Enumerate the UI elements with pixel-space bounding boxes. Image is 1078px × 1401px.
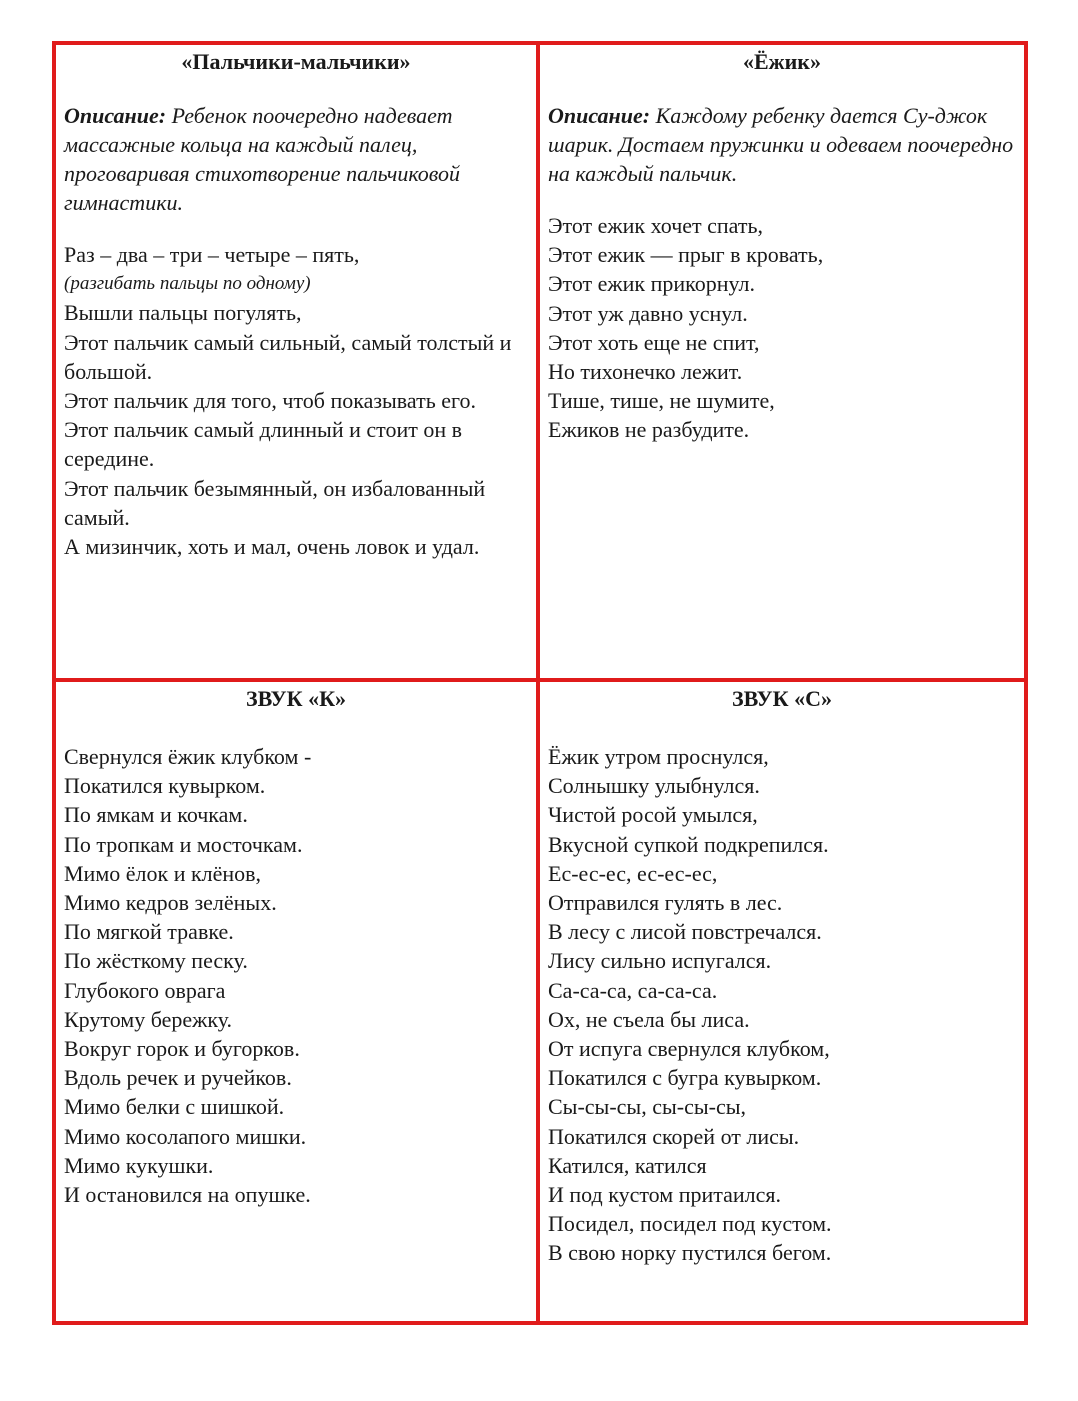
poem-line: По ямкам и кочкам. [64, 802, 248, 828]
poem-line: И остановился на опушке. [64, 1182, 311, 1208]
description-text: Ребенок поочередно надевает массажные кольца на каждый палец, проговаривая стихотворение пальчиковой гимнастики. [64, 103, 461, 215]
poem-line: Ежиков не разбудите. [548, 417, 750, 443]
poem-line: Ес-ес-ес, ес-ес-ес, [548, 860, 718, 886]
poem-instruction: (разгибать пальцы по одному) [64, 273, 311, 295]
poem-line: От испуга свернулся клубком, [548, 1036, 830, 1062]
poem-line: Солнышку улыбнулся. [548, 773, 760, 799]
poem-line: Свернулся ёжик клубком - [64, 744, 312, 769]
poem [548, 742, 1016, 1268]
poem-line: Вдоль речек и ручейков. [64, 1065, 292, 1091]
poem-line: Чистой росой умылся, [548, 802, 758, 828]
poem-line: Посидел, посидел под кустом. [548, 1211, 832, 1237]
poem-line: В свою норку пустился бегом. [548, 1240, 832, 1266]
poem-line: По жёсткому песку. [64, 948, 248, 974]
poem-line: Мимо кедров зелёных. [64, 890, 277, 916]
poem-line: Этот ежик хочет спать, [548, 213, 764, 238]
cell-ezhik [540, 45, 1024, 678]
cell-title: «Ёжик» [743, 49, 821, 74]
description-label: Описание: [548, 103, 651, 128]
poem-line: Ёжик утром проснулся, [548, 744, 769, 769]
poem [548, 211, 1016, 445]
cell-title: «Пальчики-мальчики» [181, 49, 411, 74]
cell-title: ЗВУК «К» [245, 686, 347, 711]
poem-line: Мимо ёлок и клёнов, [64, 860, 262, 886]
poem-line: А мизинчик, хоть и мал, очень ловок и удал. [64, 534, 480, 560]
cell-zvuk-k [56, 682, 536, 1321]
cell-palchiki [56, 45, 536, 678]
poem-line: Этот пальчик самый длинный и стоит он в середине. [64, 417, 462, 472]
cell-description [548, 101, 1016, 188]
cell-zvuk-s [540, 682, 1024, 1321]
poem-line: По мягкой травке. [64, 919, 234, 945]
poem-line: Мимо белки с шишкой. [64, 1094, 285, 1120]
poem-line: Отправился гулять в лес. [548, 890, 783, 916]
poem-line: Этот ежик прикорнул. [548, 271, 756, 297]
poem-line: Раз – два – три – четыре – пять, [64, 242, 360, 267]
poem-line: Катился, катился [548, 1152, 707, 1178]
poem-line: Покатился скорей от лисы. [548, 1123, 800, 1149]
poem-line: Мимо кукушки. [64, 1152, 214, 1178]
poem-line: Вкусной супкой подкрепился. [548, 831, 829, 857]
poem-line: Этот пальчик самый сильный, самый толстый и большой. [64, 329, 512, 384]
poem-line: Са-са-са, са-са-са. [548, 977, 718, 1003]
poem-line: И под кустом притаился. [548, 1182, 782, 1208]
poem [64, 240, 528, 561]
description-text: Каждому ребенку дается Су-джок шарик. Достаем пружинки и одеваем поочередно на каждый пальчик. [548, 103, 1014, 186]
poem-line: Лису сильно испугался. [548, 948, 772, 974]
poem-line: Вышли пальцы погулять, [64, 300, 302, 326]
poem-line: По тропкам и мосточкам. [64, 831, 303, 857]
poem-line: Мимо косолапого мишки. [64, 1123, 307, 1149]
cell-title: ЗВУК «С» [732, 686, 832, 711]
poem-line: Крутому бережку. [64, 1006, 233, 1032]
cell-description [64, 101, 528, 217]
poem-line: Глубокого оврага [64, 977, 226, 1003]
description-label: Описание: [64, 103, 167, 128]
poem-line: Покатился кувырком. [64, 773, 266, 799]
poem-line: Этот уж давно уснул. [548, 300, 748, 326]
poem-line: Покатился с бугра кувырком. [548, 1065, 822, 1091]
poem-line: Этот хоть еще не спит, [548, 329, 760, 355]
poem-line: Вокруг горок и бугорков. [64, 1036, 300, 1062]
poem-line: Ох, не съела бы лиса. [548, 1006, 750, 1032]
poem-line: Но тихонечко лежит. [548, 359, 743, 385]
poem-line: Этот ежик — прыг в кровать, [548, 242, 824, 268]
poem-line: В лесу с лисой повстречался. [548, 919, 822, 945]
poem [64, 742, 528, 1209]
poem-line: Тише, тише, не шумите, [548, 388, 775, 414]
poem-line: Этот пальчик безымянный, он избалованный самый. [64, 475, 486, 530]
poem-line: Сы-сы-сы, сы-сы-сы, [548, 1094, 746, 1120]
poem-line: Этот пальчик для того, чтоб показывать его. [64, 388, 476, 414]
